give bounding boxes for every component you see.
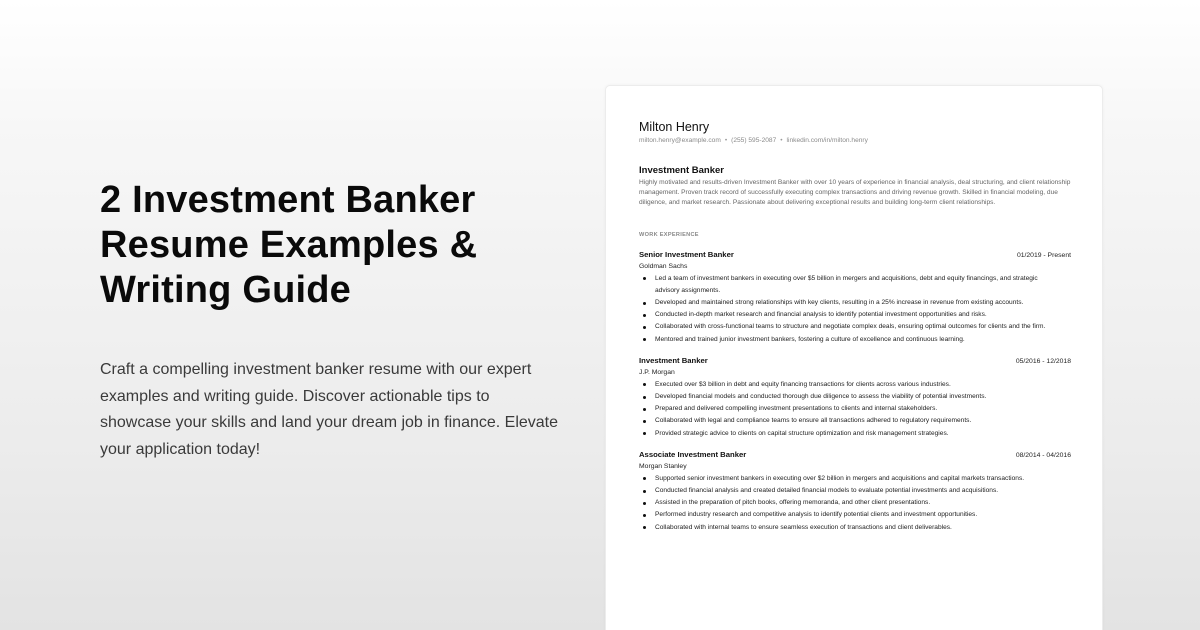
bullet-item: Provided strategic advice to clients on capital structure optimization and risk management strategies.	[639, 428, 1059, 440]
bullet-item: Supported senior investment bankers in executing over $2 billion in mergers and acquisitions and capital markets transactions.	[639, 473, 1059, 485]
page-title: 2 Investment Banker Resume Examples & Writing Guide	[100, 179, 478, 311]
bullet-item: Developed financial models and conducted thorough due diligence to assess the viability of potential investments.	[639, 391, 1059, 403]
resume-contact	[639, 136, 1069, 145]
resume-linkedin: linkedin.com/in/milton.henry	[786, 137, 868, 144]
bullet-item: Collaborated with legal and compliance teams to ensure all transactions adhered to regulatory requirements.	[639, 415, 1059, 427]
job-role: Investment Banker	[639, 355, 708, 365]
job-bullets	[639, 473, 1069, 534]
job-entry	[639, 249, 1069, 346]
bullet-item: Executed over $3 billion in debt and equity financing transactions for clients across various industries.	[639, 379, 1059, 391]
job-bullets	[639, 379, 1069, 440]
job-dates: 08/2014 - 04/2016	[1015, 451, 1071, 459]
resume-name: Milton Henry	[639, 120, 710, 134]
bullet-item: Collaborated with internal teams to ensure seamless execution of transactions and client deliverables.	[639, 522, 1059, 534]
bullet-item: Performed industry research and competitive analysis to identify potential clients and investment opportunities.	[639, 509, 1059, 521]
job-dates: 05/2016 - 12/2018	[1015, 357, 1071, 365]
bullet-item: Conducted in-depth market research and financial analysis to identify potential investment opportunities and risks.	[639, 309, 1059, 321]
resume-summary: Highly motivated and results-driven Investment Banker with over 10 years of experience in financial analysis, deal structuring, and client relationship management. Proven track record of successfully executing complex transactions and driving revenue growth. Skilled in financial modeling, due diligence, and market research. Passionate about delivering exceptional results and building long-term client relationships.	[639, 179, 1071, 207]
job-company: Goldman Sachs	[639, 262, 688, 270]
bullet-item: Mentored and trained junior investment bankers, fostering a culture of excellence and continuous learning.	[639, 334, 1059, 346]
job-role: Senior Investment Banker	[639, 249, 734, 259]
bullet-item: Collaborated with cross-functional teams to structure and negotiate complex deals, ensuring optimal outcomes for clients and the firm.	[639, 321, 1059, 333]
job-company: J.P. Morgan	[639, 368, 675, 376]
resume-email: milton.henry@example.com	[639, 137, 721, 144]
bullet-item: Assisted in the preparation of pitch books, offering memoranda, and other client presentations.	[639, 497, 1059, 509]
contact-separator: •	[780, 137, 783, 144]
job-entry	[639, 449, 1069, 534]
resume-phone: (255) 595-2087	[731, 137, 777, 144]
resume-preview-card	[605, 85, 1103, 630]
job-entry	[639, 355, 1069, 440]
job-company: Morgan Stanley	[639, 462, 687, 470]
job-bullets	[639, 273, 1069, 346]
job-dates: 01/2019 - Present	[1016, 251, 1071, 259]
job-role: Associate Investment Banker	[639, 449, 747, 459]
section-heading-work-experience: WORK EXPERIENCE	[639, 231, 699, 238]
bullet-item: Led a team of investment bankers in executing over $5 billion in mergers and acquisitions, debt and equity financings, and strategic advisory assignments.	[639, 273, 1059, 297]
bullet-item: Prepared and delivered compelling investment presentations to clients and internal stakeholders.	[639, 403, 1059, 415]
page-description: Craft a compelling investment banker resume with our expert examples and writing guide. Discover actionable tips to showcase your skills and land your dream job in finance. Elevate your application today!	[100, 361, 559, 458]
bullet-item: Developed and maintained strong relationships with key clients, resulting in a 25% increase in revenue from existing accounts.	[639, 297, 1059, 309]
hero-section	[100, 178, 570, 463]
resume-title: Investment Banker	[639, 165, 725, 176]
bullet-item: Conducted financial analysis and created detailed financial models to evaluate potential investments and acquisitions.	[639, 485, 1059, 497]
contact-separator: •	[724, 137, 728, 144]
